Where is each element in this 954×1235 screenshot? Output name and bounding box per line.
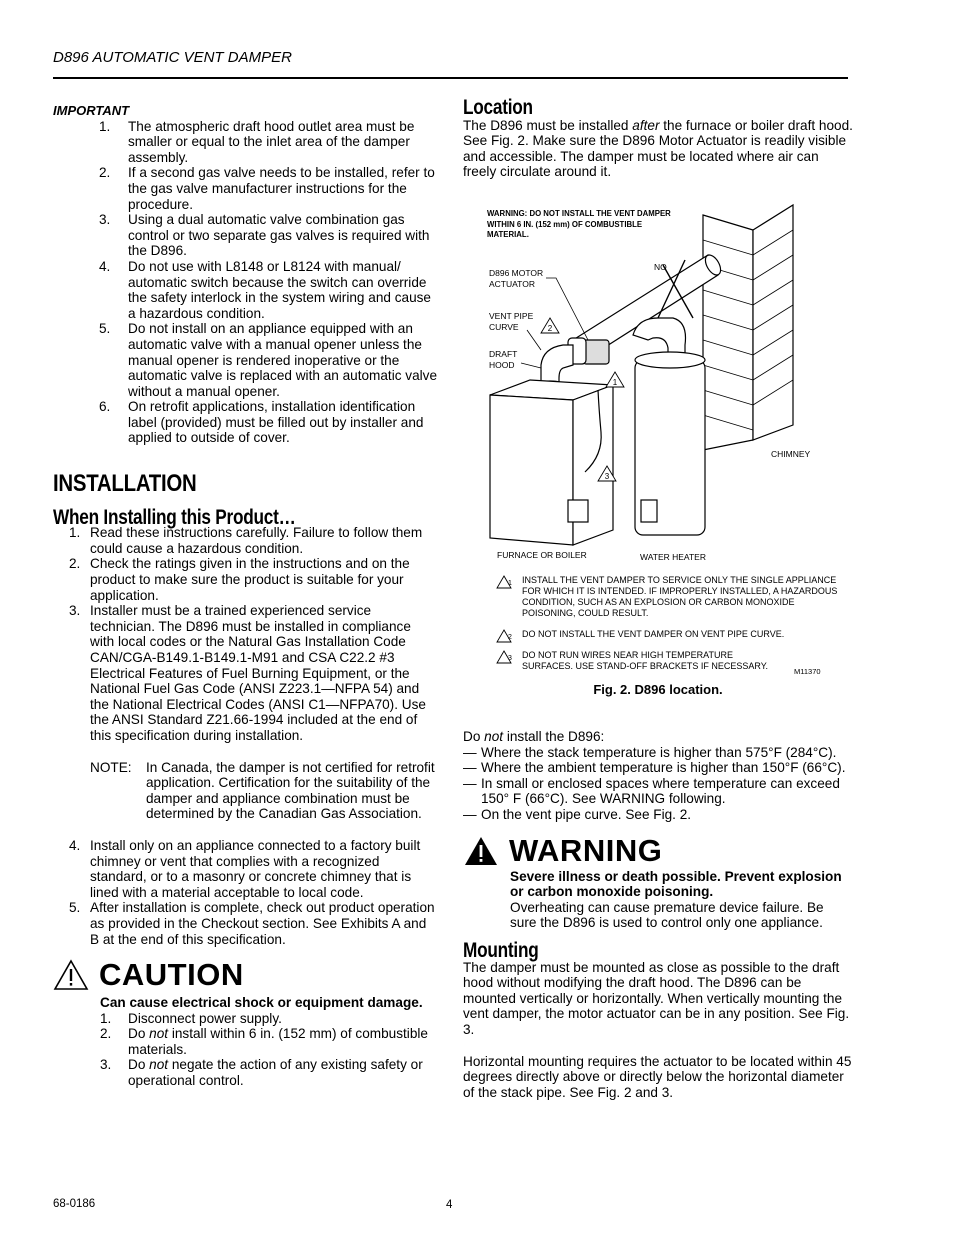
warning-text: Overheating can cause premature device failure. Be sure the D896 is used to control only one appliance. bbox=[510, 899, 824, 931]
fig-notes bbox=[463, 575, 843, 672]
fig2-illustration bbox=[463, 200, 853, 570]
canada-note bbox=[53, 760, 438, 822]
caution-list bbox=[100, 1011, 438, 1089]
fig-caption: Fig. 2. D896 location. bbox=[593, 682, 723, 697]
fig-note-3: 3 DO NOT RUN WIRES NEAR HIGH TEMPERATURE SURFACES. USE STAND-OFF BRACKETS IF NECESSARY. bbox=[463, 650, 784, 672]
list-item: 5. After installation is complete, check out product operation as provided in the Checkout section. See Exhibits A and B at the end of this specification. bbox=[69, 900, 435, 947]
callout-2-number: 2 bbox=[547, 324, 553, 333]
note-text: In Canada, the damper is not certified for retrofit application. Certification for the suitability of the damper and appliance combination must be determined by the Canadian Gas Association. bbox=[146, 759, 435, 822]
list-item: 3. Using a dual automatic valve combination gas control or two separate gas valves is required with the D896. bbox=[99, 212, 430, 259]
list-item: 4. Install only on an appliance connected to a factory built chimney or vent that complies with a recognized standard, or to a masonry or concrete chimney that is lined with a material acceptable to local code. bbox=[69, 837, 421, 900]
caution-body bbox=[53, 995, 438, 1089]
fig-label-motor: D896 MOTOR ACTUATOR bbox=[489, 268, 544, 289]
donot-list bbox=[463, 745, 853, 823]
fig-label-chimney: CHIMNEY bbox=[771, 449, 811, 459]
list-item: 1. Disconnect power supply. bbox=[100, 1010, 282, 1026]
caution-lead: Can cause electrical shock or equipment damage. bbox=[100, 995, 423, 1011]
list-item: 2. Do not install within 6 in. (152 mm) of combustible materials. bbox=[100, 1026, 428, 1057]
list-item: 1. The atmospheric draft hood outlet area must be smaller or equal to the inlet area of the damper assembly. bbox=[99, 118, 415, 165]
warning-body bbox=[463, 869, 853, 931]
furnace-drawing bbox=[490, 380, 613, 545]
list-item: — On the vent pipe curve. See Fig. 2. bbox=[463, 806, 692, 822]
list-item: 6. On retrofit applications, installation identification label (provided) must be filled out by installer and applied to outside of cover. bbox=[99, 399, 424, 446]
location-paragraph: The D896 must be installed after the furnace or boiler draft hood. See Fig. 2. Make sure the D896 Motor Actuator is readily visible and accessible. The damper must be located where air can freely circulate around it. bbox=[463, 117, 853, 180]
list-item: 3. Installer must be a trained experienced service technician. The D896 must be installed in compliance with local codes or the Natural Gas Installation Code CAN/CGA-B149.1-B149.1-M91 and CSA C22.2 #3 Electrical Features of Fuel Burning Equipment, or the National Fuel Gas Code (ANSI Z223.1—NFPA 54) and the National Electrical Codes (ANSI C1—NFPA70). Use the ANSI Standard Z21.66-1994 included at the end of this specification during installation. bbox=[69, 603, 426, 743]
motor-actuator-drawing bbox=[568, 338, 609, 364]
mounting-heading: Mounting bbox=[463, 938, 539, 962]
list-item: 4. Do not use with L8148 or L8124 with manual/ automatic switch because the switch can override the safety interlock in the system wiring and cause a hazardous condition. bbox=[99, 258, 431, 321]
callout-3-number: 3 bbox=[604, 472, 610, 481]
note-label: NOTE: bbox=[90, 759, 132, 775]
location-heading: Location bbox=[463, 96, 533, 119]
list-item: 1. Read these instructions carefully. Failure to follow them could cause a hazardous condition. bbox=[69, 525, 423, 556]
warning-word: WARNING bbox=[509, 832, 663, 868]
list-item: — In small or enclosed spaces where temperature can exceed 150° F (66°C). See WARNING following. bbox=[463, 775, 840, 807]
list-item: 2. If a second gas valve needs to be installed, refer to the gas valve manufacturer instructions for the procedure. bbox=[99, 165, 435, 212]
important-list bbox=[53, 119, 438, 446]
installation-list-b bbox=[53, 838, 438, 947]
fig-label-furnace: FURNACE OR BOILER bbox=[497, 550, 587, 560]
caution-header bbox=[53, 959, 438, 991]
donot-lead: Do not install the D896: bbox=[463, 729, 605, 744]
fig-code: M11370 bbox=[794, 667, 821, 676]
doc-number: 68-0186 bbox=[53, 1198, 96, 1210]
list-item: — Where the stack temperature is higher than 575°F (284°C). bbox=[463, 744, 837, 760]
fig-label-heater: WATER HEATER bbox=[640, 552, 706, 562]
installation-heading: INSTALLATION bbox=[53, 470, 197, 498]
right-column bbox=[463, 96, 853, 180]
callout-1-number: 1 bbox=[612, 378, 618, 387]
mounting-paragraph-2: Horizontal mounting requires the actuator to be located within 45 degrees directly above or directly below the horizontal diameter of the stack pipe. See Fig. 2 and 3. bbox=[463, 1053, 852, 1100]
list-item: 3. Do not negate the action of any existing safety or operational control. bbox=[100, 1057, 423, 1089]
caution-triangle-icon bbox=[53, 959, 89, 991]
running-header: D896 AUTOMATIC VENT DAMPER bbox=[53, 49, 292, 66]
warning-header bbox=[463, 832, 853, 868]
warning-triangle-icon bbox=[463, 835, 499, 867]
warning-lead: Severe illness or death possible. Prevent explosion or carbon monoxide poisoning. bbox=[510, 868, 842, 900]
list-item: 5. Do not install on an appliance equipped with an automatic valve with a manual opener unless the manual opener is rendered inoperative or the automatic valve is replaced with an automatic valve without a manual opener. bbox=[99, 321, 438, 399]
caution-word: CAUTION bbox=[99, 957, 244, 993]
page-number: 4 bbox=[446, 1199, 453, 1211]
mounting-paragraph-1: The damper must be mounted as close as possible to the draft hood without modifying the draft hood. The D896 can be mounted vertically or horizontally. When vertically mounting the vent damper, the motor actuator can be in any position. See Fig. 3. bbox=[463, 959, 850, 1037]
important-label: IMPORTANT bbox=[53, 103, 130, 118]
installation-list-a bbox=[53, 525, 438, 743]
fig-note-2: 2 DO NOT INSTALL THE VENT DAMPER ON VENT PIPE CURVE. bbox=[463, 629, 843, 640]
chimney-drawing bbox=[703, 205, 793, 450]
fig-label-curve: VENT PIPE CURVE bbox=[489, 311, 534, 332]
fig-note-1: 1 INSTALL THE VENT DAMPER TO SERVICE ONLY THE SINGLE APPLIANCE FOR WHICH IT IS INTENDED. IF IMPROPERLY INSTALLED, A HAZARDOUS CONDITION, SUCH AS AN EXPLOSION OR CARBON MONOXIDE POISONING, COULD RESULT. bbox=[463, 575, 843, 619]
header-rule bbox=[53, 77, 848, 79]
right-lower bbox=[463, 729, 853, 1100]
list-item: 2. Check the ratings given in the instructions and on the product to make sure the product is suitable for your application. bbox=[69, 556, 410, 603]
fig-warning-label: WARNING: DO NOT INSTALL THE VENT DAMPER WITHIN 6 IN. (152 mm) OF COMBUSTIBLE MATERIAL. bbox=[487, 209, 671, 239]
left-column bbox=[53, 103, 438, 1089]
fig-label-hood: DRAFT HOOD bbox=[489, 349, 518, 370]
list-item: — Where the ambient temperature is higher than 150°F (66°C). bbox=[463, 760, 846, 776]
when-installing-heading: When Installing this Product… bbox=[53, 505, 296, 529]
water-heater-drawing bbox=[635, 352, 705, 535]
fig-label-no: NO bbox=[654, 262, 667, 272]
